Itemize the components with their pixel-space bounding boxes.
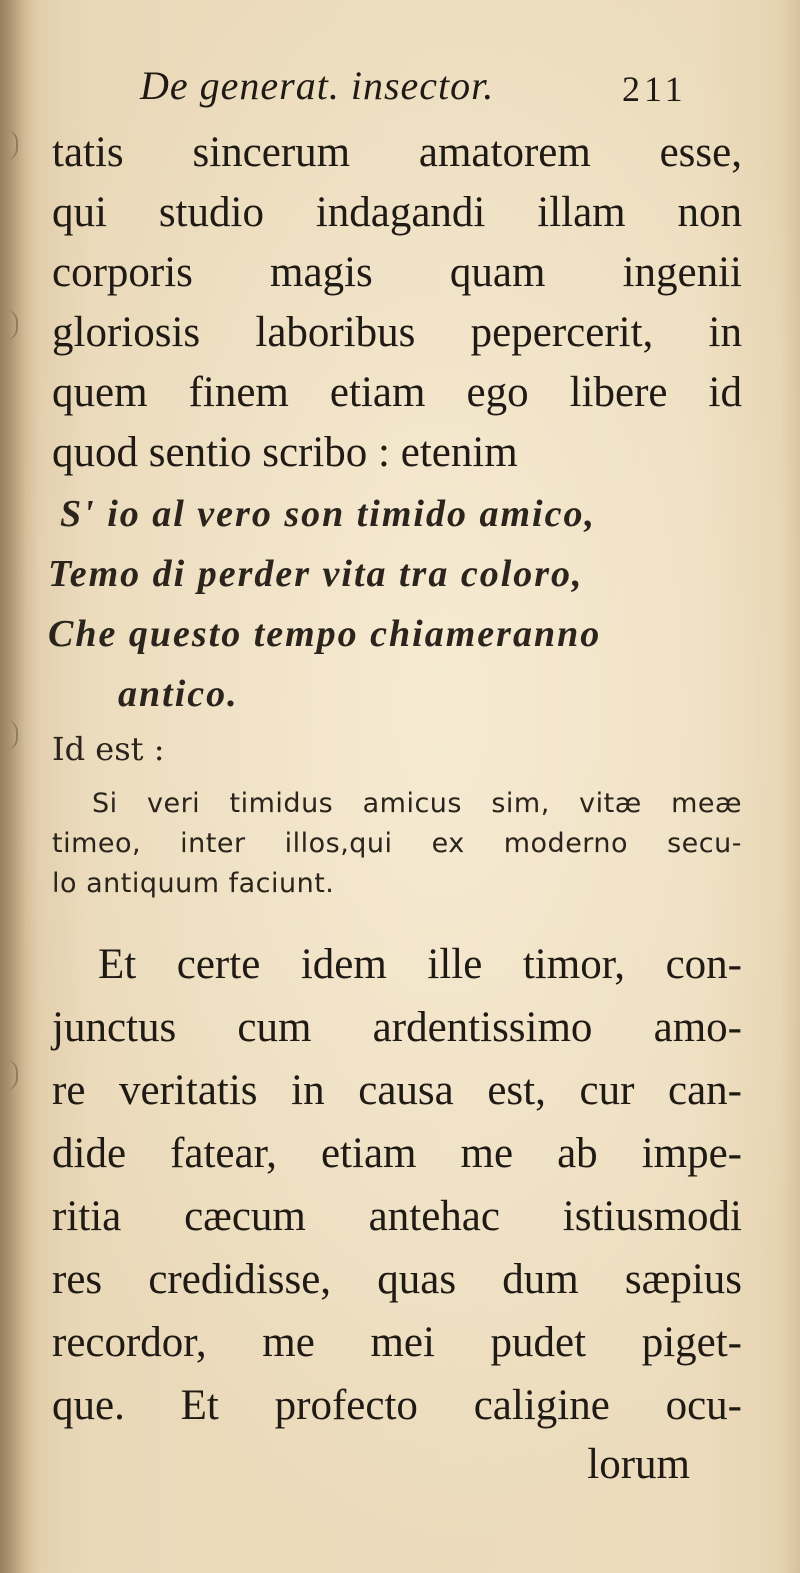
- body-line: qui studio indagandi illam non: [52, 189, 742, 236]
- verse-line: antico.: [118, 673, 239, 715]
- paragraph-line: junctus cum ardentissimo amo-: [52, 1004, 742, 1051]
- verse-line: Temo di perder vita tra coloro,: [48, 553, 584, 595]
- paragraph-line: re veritatis in causa est, cur can-: [52, 1067, 742, 1114]
- running-title: De generat. insector.: [140, 63, 495, 108]
- gutter-shadow: [0, 0, 26, 1573]
- translation-line: lo antiquum faciunt.: [52, 868, 335, 899]
- translation-line: timeo, inter illos,qui ex moderno secu-: [52, 828, 742, 859]
- paragraph-line: que. Et profecto caligine ocu-: [52, 1382, 742, 1429]
- body-line: corporis magis quam ingenii: [52, 249, 742, 296]
- paragraph-line: Et certe idem ille timor, con-: [98, 941, 742, 988]
- page-number: 211: [622, 69, 687, 109]
- body-line: quod sentio scribo : etenim: [52, 429, 518, 476]
- body-line: tatis sincerum amatorem esse,: [52, 129, 742, 176]
- verse-line: Che questo tempo chiameranno: [48, 613, 602, 655]
- paragraph-line: recordor, me mei pudet piget-: [52, 1319, 742, 1366]
- body-line: quem finem etiam ego libere id: [52, 369, 742, 416]
- verse-line: S' io al vero son timido amico,: [60, 493, 596, 535]
- paragraph-line: ritia cæcum antehac istiusmodi: [52, 1193, 742, 1240]
- catchword: lorum: [587, 1441, 690, 1488]
- paragraph-line: res credidisse, quas dum sæpius: [52, 1256, 742, 1303]
- body-line: gloriosis laboribus pepercerit, in: [52, 309, 742, 356]
- paragraph-line: dide fatear, etiam me ab impe-: [52, 1130, 742, 1177]
- translation-line: Si veri timidus amicus sim, vitæ meæ: [92, 788, 742, 819]
- intro-line: Id est :: [52, 730, 165, 768]
